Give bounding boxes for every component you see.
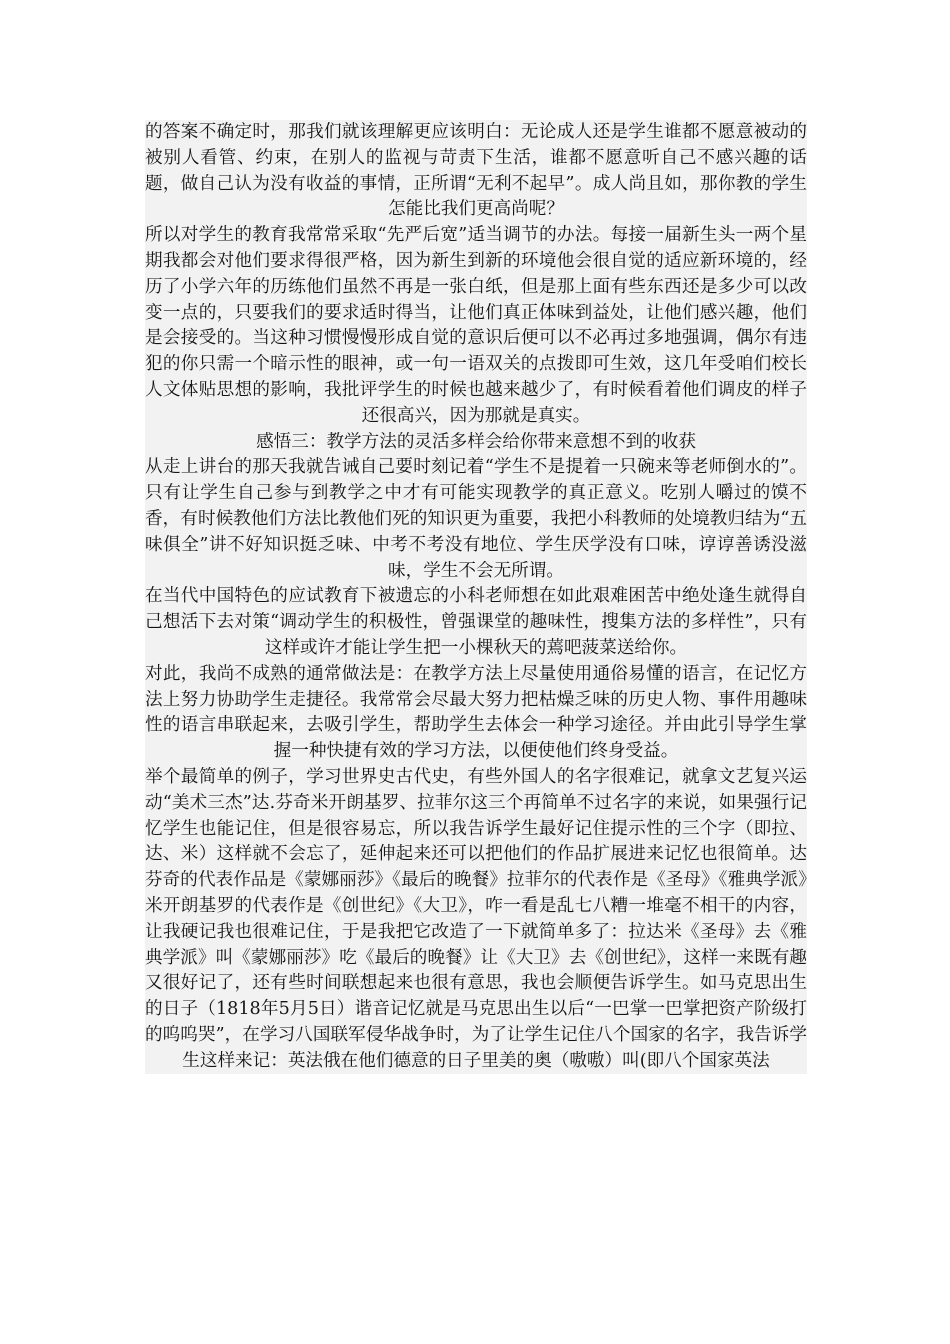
paragraph: 在当代中国特色的应试教育下被遗忘的小科老师想在如此艰难困苦中绝处逢生就得自己想活下去对策“调动学生的积极性，曾强课堂的趣味性，搜集方法的多样性”，只有这样或许才能让学生把一小棵秋天的蔫吧菠菜送给你。	[145, 584, 807, 661]
paragraph: 的答案不确定时，那我们就该理解更应该明白：无论成人还是学生谁都不愿意被动的被别人看管、约束，在别人的监视与苛责下生活，谁都不愿意听自己不感兴趣的话题，做自己认为没有收益的事情，正所谓“无利不起早”。成人尚且如，那你教的学生怎能比我们更高尚呢？	[145, 120, 807, 223]
section-heading: 感悟三：教学方法的灵活多样会给你带来意想不到的收获	[145, 430, 807, 456]
paragraph: 所以对学生的教育我常常采取“先严后宽”适当调节的办法。每接一届新生头一两个星期我都会对他们要求得很严格，因为新生到新的环境他会很自觉的适应新环境的，经历了小学六年的历练他们虽然不再是一张白纸，但是那上面有些东西还是多少可以改变一点的，只要我们的要求适时得当，让他们真正体味到益处，让他们感兴趣，他们是会接受的。当这种习惯慢慢形成自觉的意识后便可以不必再过多地强调，偶尔有违犯的你只需一个暗示性的眼神，或一句一语双关的点拨即可生效，这几年受咱们校长人文体贴思想的影响，我批评学生的时候也越来越少了，有时候看着他们调皮的样子还很高兴，因为那就是真实。	[145, 223, 807, 429]
document-body	[145, 120, 807, 1074]
paragraph: 举个最简单的例子，学习世界史古代史，有些外国人的名字很难记，就拿文艺复兴运动“美术三杰”达.芬奇米开朗基罗、拉菲尔这三个再简单不过名字的来说，如果强行记忆学生也能记住，但是很容易忘，所以我告诉学生最好记住提示性的三个字（即拉、达、米）这样就不会忘了，延伸起来还可以把他们的作品扩展进来记忆也很简单。达芬奇的代表作品是《蒙娜丽莎》《最后的晚餐》拉菲尔的代表作是《圣母》《雅典学派》米开朗基罗的代表作是《创世纪》《大卫》，咋一看是乱七八糟一堆毫不相干的内容，让我硬记我也很难记住，于是我把它改造了一下就简单多了：拉达米《圣母》去《雅典学派》叫《蒙娜丽莎》吃《最后的晚餐》让《大卫》去《创世纪》，这样一来既有趣又很好记了，还有些时间联想起来也很有意思，我也会顺便告诉学生。如马克思出生的日子（1818年5月5日）谐音记忆就是马克思出生以后“一巴掌一巴掌把资产阶级打的呜呜哭”，在学习八国联军侵华战争时，为了让学生记住八个国家的名字，我告诉学生这样来记：英法俄在他们德意的日子里美的奥（嗷嗷）叫(即八个国家英法	[145, 765, 807, 1075]
paragraph: 对此，我尚不成熟的通常做法是：在教学方法上尽量使用通俗易懂的语言，在记忆方法上努力协助学生走捷径。我常常会尽最大努力把枯燥乏味的历史人物、事件用趣味性的语言串联起来，去吸引学生，帮助学生去体会一种学习途径。并由此引导学生掌握一种快捷有效的学习方法，以便使他们终身受益。	[145, 662, 807, 765]
paragraph: 从走上讲台的那天我就告诫自己要时刻记着“学生不是提着一只碗来等老师倒水的”。只有让学生自己参与到教学之中才有可能实现教学的真正意义。吃别人嚼过的馍不香，有时候教他们方法比教他们死的知识更为重要，我把小科教师的处境教归结为“五味俱全”讲不好知识挺乏味、中考不考没有地位、学生厌学没有口味，谆谆善诱没滋味，学生不会无所谓。	[145, 455, 807, 584]
